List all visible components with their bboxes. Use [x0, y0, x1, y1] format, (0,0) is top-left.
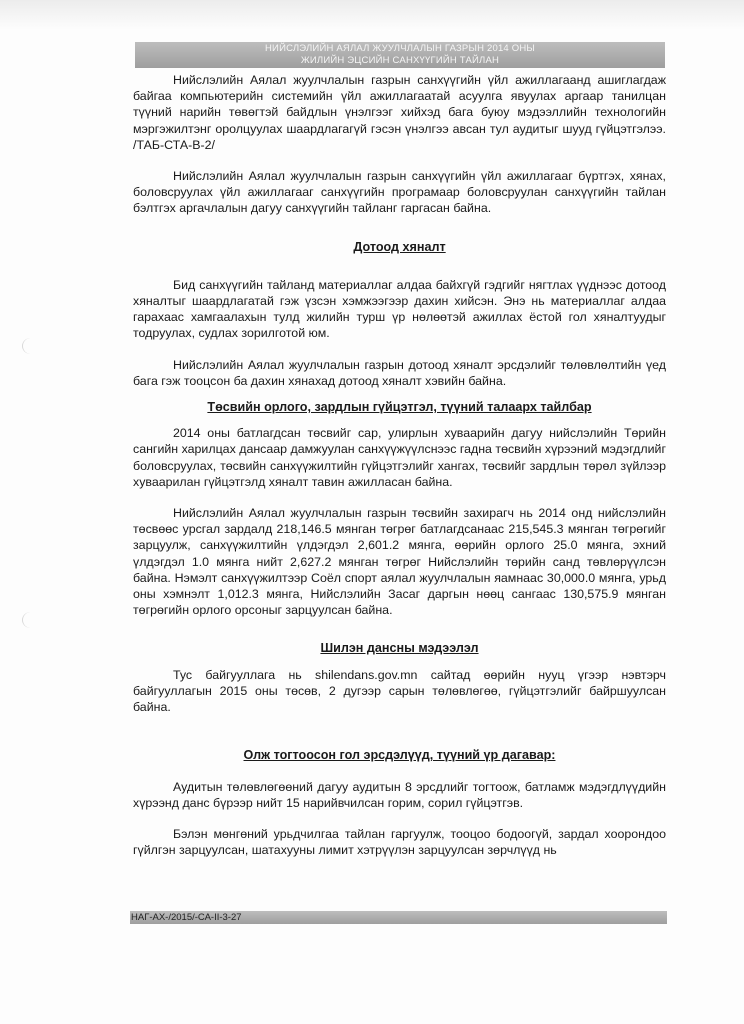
- heading-transparent-account: Шилэн дансны мэдээлэл: [320, 641, 479, 656]
- paragraph-internal-control-result: Нийслэлийн Аялал жуулчлалын газрын дотоод хяналт эрсдэлийг төлөвлөлтийн үед бага гэж тооцсон ба дахин хянахад дотоод хяналт хэвийн байна.: [133, 357, 666, 388]
- paragraph-violations: Бэлэн мөнгөний урьдчилгаа тайлан гаргуулж, тооцоо бодоогүй, зардал хоорондоо гүйлгэн зарцуулсан, шатахууны лимит хэтрүүлэн зарцуулсан зөрчлүүд нь: [133, 826, 666, 858]
- paragraph-budget-execution: 2014 оны батлагдсан төсвийг сар, улирлын хуваарийн дагуу нийслэлийн Төрийн сангийн харилцах дансаар дамжуулан санхүүжүүлснээс гадна төсвийн хүрээний мэдэгдлийг боловсруулах, төсвийн санхүүжилтийн гүйцэтгэлийг хангах, төсвийг зардлын төрөл зүйлээр хуваарилан гүйцэтгэлд хяналт тавин ажилласан байна.: [133, 426, 666, 489]
- report-header-band: [135, 42, 665, 68]
- paragraph-internal-control-review: Бид санхүүгийн тайланд материаллаг алдаа байхгүй гэдгийг нягтлах үүднээс дотоод хяналтыг шаардлагатай гэж үзсэн хэмжээгээр дахин хийсэн. Энэ нь материаллаг алдаа гарахаас хамгаалахын тулд жилийн турш үр нөлөөтэй ажиллах ёстой гол хяналтуудыг тодруулах, судлах зорилготой юм.: [133, 277, 666, 341]
- paragraph-transparent-account: Тус байгууллага нь shilendans.gov.mn сайтад өөрийн нууц үгээр нэвтэрч байгууллагын 2015 оны төсөв, 2 дугээр сарын төлөвлөгөө, гүйцэтгэлийг байршуулсан байна.: [133, 667, 666, 715]
- paragraph-audit-risks: Аудитын төлөвлөгөөний дагуу аудитын 8 эрсдлийг тогтоож, батламж мэдэгдлүүдийн хүрээнд данс бүрээр нийт 15 нарийвчилсан горим, сорил гүйцэтгэв.: [133, 779, 666, 810]
- document-body: [133, 72, 666, 858]
- report-footer-band: [130, 911, 667, 924]
- header-line-1: НИЙСЛЭЛИЙН АЯЛАЛ ЖУУЛЧЛАЛЫН ГАЗРЫН 2014 ОНЫ: [264, 43, 536, 54]
- document-code: НАГ-АХ-/2015/-СА-II-3-27: [131, 912, 242, 923]
- paragraph-financial-reporting: Нийслэлийн Аялал жуулчлалын газрын санхүүгийн үйл ажиллагааг бүртгэх, хянах, боловсруулах үйл ажиллагааг санхүүгийн програмаар боловсруулан санхүүгийн тайлан бэлтгэх аргачлалын дагуу санхүүгийн тайланг гаргасан байна.: [133, 169, 666, 216]
- heading-internal-control: Дотоод хяналт: [353, 239, 446, 254]
- heading-identified-risks: Олж тогтоосон гол эрсдэлүүд, түүний үр дагавар:: [243, 748, 556, 763]
- paragraph-audit-approach: Нийслэлийн Аялал жуулчлалын газрын санхүүгийн үйл ажиллагаанд ашиглагдаж байгаа компьютерийн системийн үйл ажиллагаатай асуулга явуулах аргаар танилцан түүний нарийн төвөгтэй байдлын үнэлгээг хийхэд бага буюу мэдээллийн технологийн мэргэжилтэнг оролцуулах шаардлагагүй гэсэн үнэлгээ авсан тул аудитыг шууд гүйцэтгэлээ. /ТАБ-СТА-В-2/: [133, 73, 666, 152]
- punch-hole-mark: [22, 612, 39, 628]
- heading-budget-performance: Төсвийн орлого, зардлын гүйцэтгэл, түүний талаарх тайлбар: [207, 400, 592, 415]
- punch-hole-mark: [22, 338, 39, 354]
- paragraph-budget-figures: Нийслэлийн Аялал жуулчлалын газрын төсвийн захирагч нь 2014 онд нийслэлийн төсвөөс урсгал зардалд 218,146.5 мянган төгрөг батлагдсанаас 215,545.3 мянган төгрөгийг зарцуулж, санхүүжилтийн үлдэгдэл 2,601.2 мянга, өөрийн орлого 25.0 мянга, эхний үлдэгдэл 1.0 мянга нийт 2,627.2 мянган төгрөг Нийслэлийн төрийн санд төвлөрүүлсэн байна. Нэмэлт санхүүжилтээр Соёл спорт аялал жуулчлалын яамнаас 30,000.0 мянга, урьд оны хэмнэлт 1,012.3 мянга, Нийслэлийн Засаг даргын нөөц сангаас 130,575.9 мянган төгрөгийн орлого орсоныг зарцуулсан байна.: [133, 506, 666, 618]
- scan-shadow: [0, 0, 744, 30]
- header-line-2: ЖИЛИЙН ЭЦСИЙН САНХҮҮГИЙН ТАЙЛАН: [300, 55, 500, 66]
